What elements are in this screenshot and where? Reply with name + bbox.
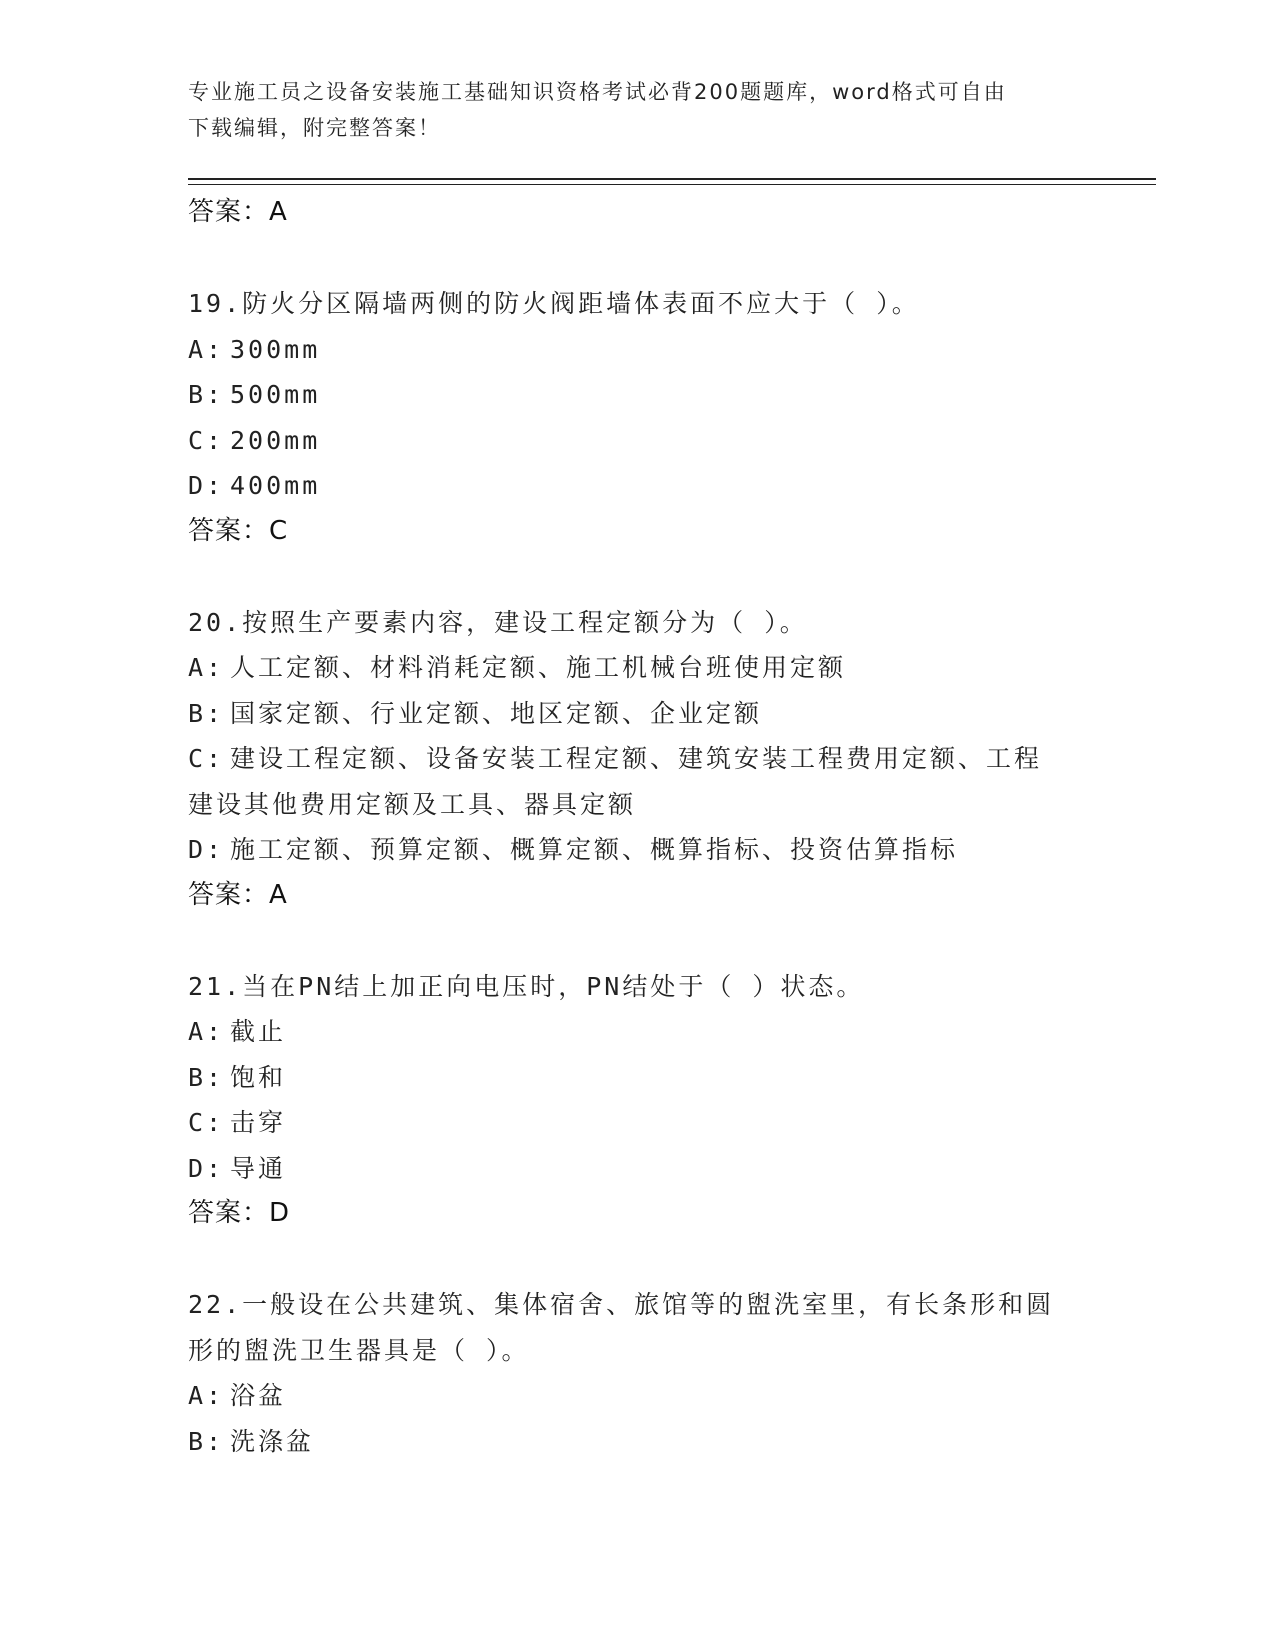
question-list bbox=[188, 190, 1088, 1464]
option-row bbox=[188, 1146, 1088, 1192]
option-text: 击穿 bbox=[230, 1108, 287, 1137]
questions-container bbox=[188, 281, 1088, 1464]
option-text: 国家定额、行业定额、地区定额、企业定额 bbox=[230, 698, 763, 728]
question-stem: 19.防火分区隔墙两侧的防火阀距墙体表面不应大于（ ）。 bbox=[188, 289, 920, 318]
question-stem: 20.按照生产要素内容，建设工程定额分为（ ）。 bbox=[188, 607, 808, 637]
option-row bbox=[188, 736, 1088, 782]
option-text-continuation: 建设其他费用定额及工具、器具定额 bbox=[188, 789, 637, 819]
option-text: 400mm bbox=[230, 471, 321, 500]
option-row bbox=[188, 691, 1088, 737]
previous-answer: 答案：A bbox=[188, 197, 288, 227]
option-label: B: bbox=[188, 1426, 225, 1456]
option-text: 截止 bbox=[230, 1017, 287, 1046]
option-row bbox=[188, 1055, 1088, 1101]
question-block bbox=[188, 281, 1088, 553]
header-divider-thick bbox=[188, 178, 1156, 180]
option-text: 建设工程定额、设备安装工程定额、建筑安装工程费用定额、工程 bbox=[230, 744, 1043, 773]
option-label: B: bbox=[188, 380, 225, 409]
option-row bbox=[188, 645, 1088, 691]
option-label: D: bbox=[188, 835, 225, 864]
option-text: 饱和 bbox=[230, 1062, 287, 1092]
option-label: B: bbox=[188, 698, 225, 728]
header-divider-thin bbox=[188, 184, 1156, 185]
option-label: C: bbox=[188, 1108, 225, 1137]
header-line-1: 专业施工员之设备安装施工基础知识资格考试必背200题题库，word格式可自由 bbox=[188, 80, 1007, 104]
option-row bbox=[188, 1419, 1088, 1465]
question-block bbox=[188, 1282, 1088, 1464]
option-text: 500mm bbox=[230, 380, 321, 409]
option-label: A: bbox=[188, 1381, 225, 1410]
option-row bbox=[188, 327, 1088, 373]
option-text: 300mm bbox=[230, 334, 321, 364]
option-row bbox=[188, 463, 1088, 509]
option-label: A: bbox=[188, 1017, 225, 1046]
question-block bbox=[188, 600, 1088, 917]
option-row bbox=[188, 827, 1088, 873]
option-label: D: bbox=[188, 1153, 225, 1183]
option-row bbox=[188, 372, 1088, 418]
option-text: 200mm bbox=[230, 425, 321, 455]
document-header bbox=[188, 74, 1088, 146]
question-stem: 21.当在PN结上加正向电压时，PN结处于（ ）状态。 bbox=[188, 971, 865, 1001]
option-label: C: bbox=[188, 425, 225, 455]
option-label: D: bbox=[188, 471, 225, 500]
header-line-2: 下载编辑，附完整答案！ bbox=[188, 116, 441, 140]
option-text: 浴盆 bbox=[230, 1381, 287, 1410]
question-block bbox=[188, 964, 1088, 1236]
option-row bbox=[188, 1009, 1088, 1055]
option-text: 人工定额、材料消耗定额、施工机械台班使用定额 bbox=[230, 653, 847, 682]
question-stem: 22.一般设在公共建筑、集体宿舍、旅馆等的盥洗室里，有长条形和圆 bbox=[188, 1290, 1055, 1319]
option-text: 洗涤盆 bbox=[230, 1426, 315, 1456]
option-text: 导通 bbox=[230, 1153, 287, 1183]
option-label: B: bbox=[188, 1062, 225, 1092]
answer-line: 答案：D bbox=[188, 1198, 291, 1228]
option-row bbox=[188, 1373, 1088, 1419]
question-stem: 形的盥洗卫生器具是（ ）。 bbox=[188, 1335, 530, 1365]
option-text: 施工定额、预算定额、概算定额、概算指标、投资估算指标 bbox=[230, 835, 959, 864]
option-row bbox=[188, 418, 1088, 464]
answer-line: 答案：A bbox=[188, 879, 288, 910]
answer-line: 答案：C bbox=[188, 515, 289, 546]
option-label: A: bbox=[188, 334, 225, 364]
option-label: C: bbox=[188, 744, 225, 773]
option-row bbox=[188, 1100, 1088, 1146]
option-label: A: bbox=[188, 653, 225, 682]
